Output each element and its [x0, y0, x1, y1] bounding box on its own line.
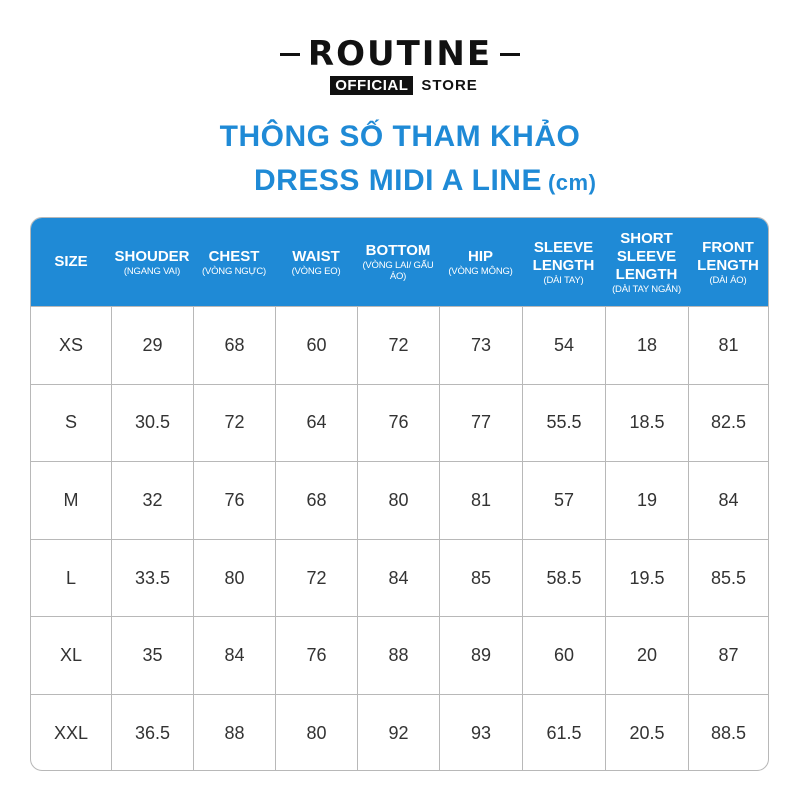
- size-cell: XL: [59, 645, 83, 666]
- measurement-cell-shoulder: 32: [111, 462, 193, 539]
- size-chart-table: [30, 217, 769, 771]
- measurement-cell-hip: 93: [439, 695, 522, 771]
- column-header-sublabel: (VÒNG NGỰC): [202, 265, 266, 277]
- measurement-cell-hip: 73: [439, 307, 522, 384]
- measurement-cell-hip: 77: [439, 385, 522, 462]
- measurement-cell-chest: 68: [193, 307, 275, 384]
- measurement-cell-waist: 60: [275, 307, 357, 384]
- measurement-cell-bottom: 92: [357, 695, 439, 771]
- column-header-front-length: [688, 218, 768, 306]
- measurement-cell-shoulder: 29: [111, 307, 193, 384]
- measurement-cell-hip: 85: [439, 540, 522, 617]
- measurement-cell-front-length: 88.5: [688, 695, 768, 771]
- logo-right-bar: [500, 53, 520, 56]
- brand-logo: [0, 34, 800, 95]
- measurement-cell-waist: 80: [275, 695, 357, 771]
- measurement-cell-front-length: 87: [688, 617, 768, 694]
- measurement-cell-hip: 81: [439, 462, 522, 539]
- measurement-cell-shoulder: 36.5: [111, 695, 193, 771]
- column-header-label: SLEEVE LENGTH: [532, 238, 595, 274]
- table-header: [31, 218, 768, 306]
- table-row: [31, 461, 768, 539]
- column-header-sleeve-length: [522, 218, 605, 306]
- logo-wordmark-row: [280, 34, 520, 74]
- measurement-cell-hip: 89: [439, 617, 522, 694]
- measurement-cell-bottom: 88: [357, 617, 439, 694]
- measurement-cell-front-length: 82.5: [688, 385, 768, 462]
- measurement-cell-shoulder: 30.5: [111, 385, 193, 462]
- column-header-label: SHORT SLEEVE LENGTH: [615, 229, 678, 283]
- measurement-cell-short-sleeve-length: 18.5: [605, 385, 688, 462]
- measurement-cell-sleeve-length: 55.5: [522, 385, 605, 462]
- column-header-label: SIZE: [54, 253, 88, 270]
- measurement-cell-sleeve-length: 58.5: [522, 540, 605, 617]
- measurement-cell-short-sleeve-length: 19: [605, 462, 688, 539]
- column-header-label: CHEST: [208, 247, 260, 265]
- column-header-shoulder: [111, 218, 193, 306]
- column-header-sublabel: (DÀI ÁO): [709, 274, 747, 286]
- column-header-hip: [439, 218, 522, 306]
- product-name: DRESS MIDI A LINE: [254, 164, 542, 197]
- measurement-cell-front-length: 84: [688, 462, 768, 539]
- size-cell: XXL: [53, 722, 89, 743]
- measurement-cell-front-length: 85.5: [688, 540, 768, 617]
- column-header-label: BOTTOM: [365, 242, 431, 259]
- measurement-cell-short-sleeve-length: 20: [605, 617, 688, 694]
- column-header-label: SHOUDER: [114, 247, 190, 265]
- unit-label: (cm): [547, 170, 597, 195]
- measurement-cell-sleeve-length: 61.5: [522, 695, 605, 771]
- size-cell: L: [65, 567, 76, 588]
- measurement-cell-chest: 80: [193, 540, 275, 617]
- measurement-cell-sleeve-length: 57: [522, 462, 605, 539]
- measurement-cell-waist: 76: [275, 617, 357, 694]
- official-badge: OFFICIAL: [330, 76, 413, 95]
- column-header-sublabel: (NGANG VAI): [123, 265, 181, 277]
- measurement-cell-short-sleeve-length: 19.5: [605, 540, 688, 617]
- column-header-sublabel: (VÒNG MÔNG): [448, 265, 513, 277]
- measurement-cell-chest: 72: [193, 385, 275, 462]
- logo-wordmark: ROUTINE: [307, 34, 493, 74]
- table-row: [31, 306, 768, 384]
- measurement-cell-waist: 68: [275, 462, 357, 539]
- measurement-cell-bottom: 84: [357, 540, 439, 617]
- table-row: [31, 384, 768, 462]
- measurement-cell-bottom: 72: [357, 307, 439, 384]
- measurement-cell-short-sleeve-length: 20.5: [605, 695, 688, 771]
- measurement-cell-short-sleeve-length: 18: [605, 307, 688, 384]
- measurement-cell-sleeve-length: 54: [522, 307, 605, 384]
- table-row: [31, 616, 768, 694]
- measurement-cell-bottom: 80: [357, 462, 439, 539]
- column-header-sublabel: (DÀI TAY NGẮN): [612, 283, 681, 295]
- column-header-label: FRONT LENGTH: [697, 238, 759, 274]
- measurement-cell-waist: 64: [275, 385, 357, 462]
- column-header-bottom: [357, 218, 439, 306]
- column-header-sublabel: (DÀI TAY): [543, 274, 584, 286]
- size-cell: XS: [58, 334, 83, 355]
- column-header-waist: [275, 218, 357, 306]
- product-title: [254, 164, 596, 198]
- column-header-sublabel: (VÒNG LAI/ GẤU ÁO): [362, 260, 434, 282]
- page-title: THÔNG SỐ THAM KHẢO: [219, 120, 581, 153]
- measurement-cell-chest: 84: [193, 617, 275, 694]
- measurement-cell-sleeve-length: 60: [522, 617, 605, 694]
- measurement-cell-waist: 72: [275, 540, 357, 617]
- table-row: [31, 694, 768, 771]
- column-header-chest: [193, 218, 275, 306]
- column-header-size: [31, 218, 111, 306]
- size-cell: M: [63, 489, 79, 510]
- logo-subline: [330, 76, 478, 95]
- column-header-short-sleeve-length: [605, 218, 688, 306]
- measurement-cell-chest: 88: [193, 695, 275, 771]
- table-row: [31, 539, 768, 617]
- measurement-cell-bottom: 76: [357, 385, 439, 462]
- measurement-cell-shoulder: 35: [111, 617, 193, 694]
- column-header-label: HIP: [467, 247, 493, 265]
- table-body: [31, 306, 768, 771]
- measurement-cell-chest: 76: [193, 462, 275, 539]
- size-cell: S: [64, 412, 77, 433]
- measurement-cell-front-length: 81: [688, 307, 768, 384]
- column-header-label: WAIST: [292, 247, 340, 265]
- measurement-cell-shoulder: 33.5: [111, 540, 193, 617]
- column-header-sublabel: (VÒNG EO): [291, 265, 341, 277]
- logo-left-bar: [280, 53, 300, 56]
- store-label: STORE: [421, 77, 478, 94]
